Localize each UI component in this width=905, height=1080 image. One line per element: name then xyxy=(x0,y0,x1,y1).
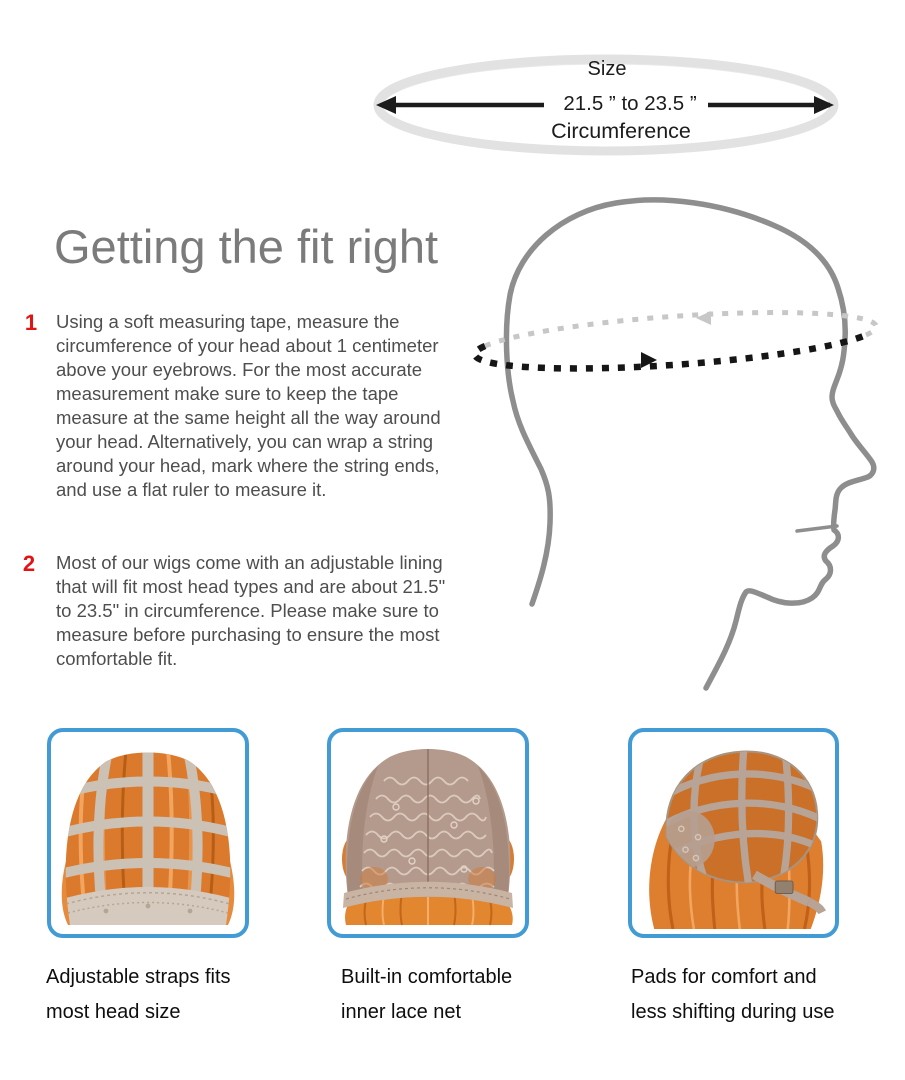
step-2-line: comfortable fit. xyxy=(56,648,178,669)
wig-cap-back-straps-photo xyxy=(56,737,240,929)
caption-line: Pads for comfort and xyxy=(631,966,817,988)
step-1-line: measurement make sure to keep the tape xyxy=(56,383,399,404)
step-1-paragraph xyxy=(56,310,441,502)
caption-line: Adjustable straps fits xyxy=(46,966,231,988)
tape-front-arc xyxy=(475,335,866,368)
circumference-label: Circumference xyxy=(551,119,691,143)
step-1-line: and use a flat ruler to measure it. xyxy=(56,479,327,500)
step-2-line: measure before purchasing to ensure the most xyxy=(56,624,440,645)
step-1-line: circumference of your head about 1 centimeter xyxy=(56,335,439,356)
strap-buckle xyxy=(775,881,793,894)
step-2-number: 2 xyxy=(22,551,36,576)
wig-dome xyxy=(56,741,240,925)
step-1-line: Using a soft measuring tape, measure the xyxy=(56,311,400,332)
step-2-line: Most of our wigs come with an adjustable lining xyxy=(56,552,443,573)
step-1-line: your head. Alternatively, you can wrap a string xyxy=(56,431,434,452)
step-1-line: measure at the same height all the way around xyxy=(56,407,441,428)
caption-line: Built-in comfortable xyxy=(341,966,513,988)
head-profile-diagram xyxy=(460,185,905,705)
measuring-tape-dotted-band xyxy=(475,311,876,368)
caption-line: inner lace net xyxy=(341,1001,462,1023)
mouth-line xyxy=(797,526,837,531)
caption-line: less shifting during use xyxy=(631,1001,835,1023)
size-label: Size xyxy=(587,58,627,80)
feature-card-pads xyxy=(628,728,839,938)
feature-card-lace-net xyxy=(327,728,529,938)
step-2-line: to 23.5" in circumference. Please make sure to xyxy=(56,600,439,621)
step-2-line: that will fit most head types and are about 21.5" xyxy=(56,576,446,597)
wig-cap-lace-net-photo xyxy=(336,737,520,929)
head-outline xyxy=(506,200,873,688)
step-1-number: 1 xyxy=(24,310,38,335)
tape-back-arc xyxy=(485,313,876,346)
caption-pads xyxy=(631,960,834,1030)
step-2-paragraph xyxy=(56,551,445,671)
wig-cap-side-pads-photo xyxy=(637,737,830,929)
size-range-value: 21.5 ” to 23.5 ” xyxy=(563,92,697,115)
lace-dome xyxy=(346,749,511,897)
tape-arrowhead-back-icon xyxy=(696,311,711,325)
step-1-line: around your head, mark where the string ends, xyxy=(56,455,440,476)
page-title: Getting the fit right xyxy=(54,220,439,273)
caption-adjustable-straps xyxy=(46,960,231,1030)
step-1-line: above your eyebrows. For the most accurate xyxy=(56,359,423,380)
caption-line: most head size xyxy=(46,1001,181,1023)
caption-lace-net xyxy=(341,960,512,1030)
feature-card-straps xyxy=(47,728,249,938)
